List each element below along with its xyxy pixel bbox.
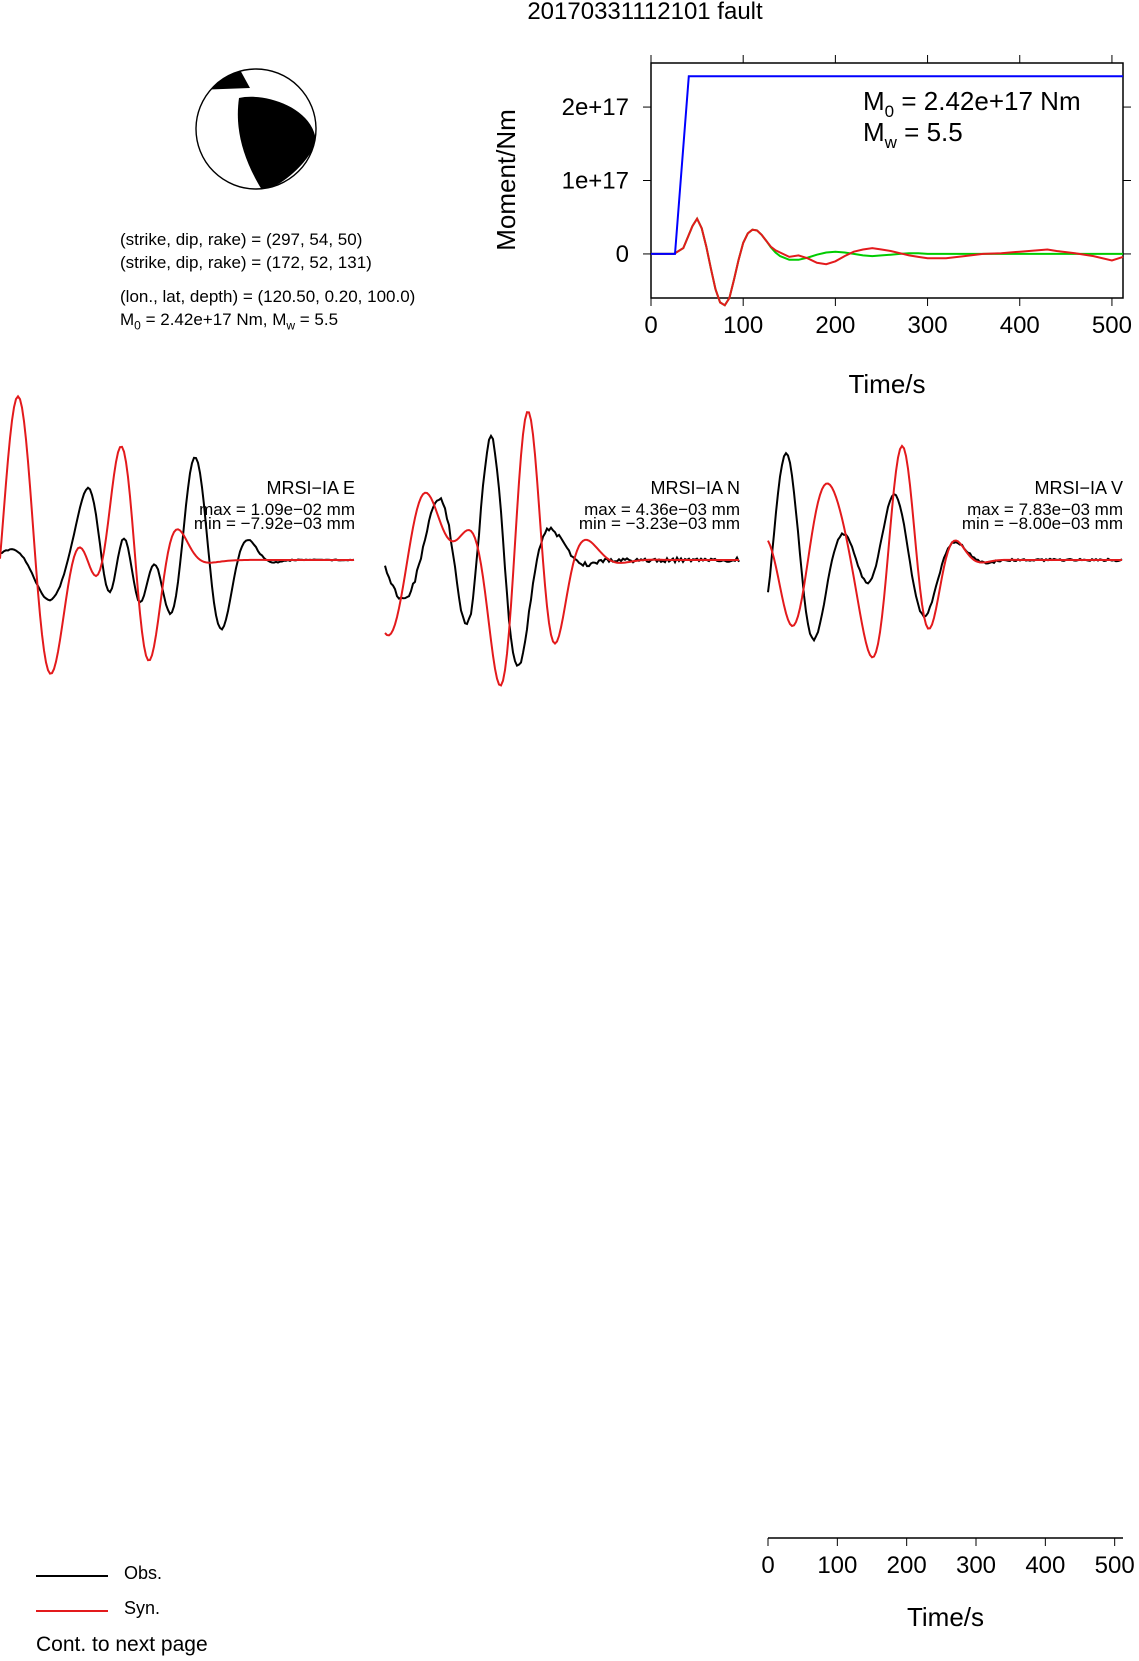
stf-x-tick-label: 100: [723, 312, 764, 339]
trace-title: MRSI−IA N: [650, 478, 740, 498]
page-title: 20170331112101 fault: [527, 0, 763, 25]
moment-text: $M_0 = 2.42e+17$ Nm, $M_w = 5.5$: [120, 310, 339, 333]
location-text: (lon., lat, depth) = (120.50, 0.20, 100.0): [120, 287, 416, 306]
stf-m0-annotation: $M_0 = 2.42e+17$ Nm: [863, 86, 1081, 121]
stf-y-tick-label: 2e+17: [561, 94, 629, 122]
wave-x-tick-label: 200: [886, 1552, 927, 1579]
trace-min-text: min = −8.00e−03 mm: [961, 514, 1123, 533]
trace-max-text: max = 7.83e−03 mm: [967, 500, 1123, 519]
legend-obs-line: [36, 1575, 108, 1577]
legend-syn-line: [36, 1610, 108, 1612]
stf-mw-annotation: $M_w = 5.5$: [863, 117, 963, 152]
plane1-text: (strike, dip, rake) = (297, 54, 50): [120, 230, 363, 249]
trace-obs-line: [385, 436, 739, 666]
legend-obs-label: Obs.: [124, 1563, 163, 1583]
stf-x-tick-label: 0: [644, 312, 658, 339]
trace-min-text: min = −3.23e−03 mm: [578, 514, 740, 533]
stf-x-tick-label: 500: [1091, 312, 1132, 339]
trace-title: MRSI−IA E: [266, 478, 355, 498]
wave-x-tick-label: 400: [1025, 1552, 1066, 1579]
legend-syn-label: Syn.: [124, 1598, 161, 1618]
stf-y-tick-label: 0: [615, 240, 629, 268]
wave-x-tick-label: 500: [1094, 1552, 1135, 1579]
stf-x-tick-label: 200: [815, 312, 856, 339]
trace-syn-line: [385, 412, 739, 685]
wave-x-tick-label: 300: [955, 1552, 997, 1579]
plane2-text: (strike, dip, rake) = (172, 52, 131): [120, 253, 372, 272]
trace-max-text: max = 1.09e−02 mm: [199, 500, 355, 519]
trace-title: MRSI−IA V: [1034, 478, 1123, 498]
stf-x-tick-label: 400: [999, 312, 1040, 339]
wave-x-tick-label: 0: [761, 1552, 775, 1579]
trace-max-text: max = 4.36e−03 mm: [584, 500, 740, 519]
wave-x-axis-label: Time/s: [906, 1602, 985, 1632]
stf-y-tick-label: 1e+17: [561, 167, 629, 195]
continuation-note: Cont. to next page: [36, 1633, 208, 1656]
stf-x-tick-label: 300: [907, 312, 948, 339]
trace-min-text: min = −7.92e−03 mm: [193, 514, 355, 533]
trace-syn-line: [0, 396, 354, 673]
stf-x-axis-label: Time/s: [848, 369, 926, 399]
wave-x-tick-label: 100: [817, 1552, 858, 1579]
stf-y-axis-label: Moment/Nm: [491, 109, 521, 251]
